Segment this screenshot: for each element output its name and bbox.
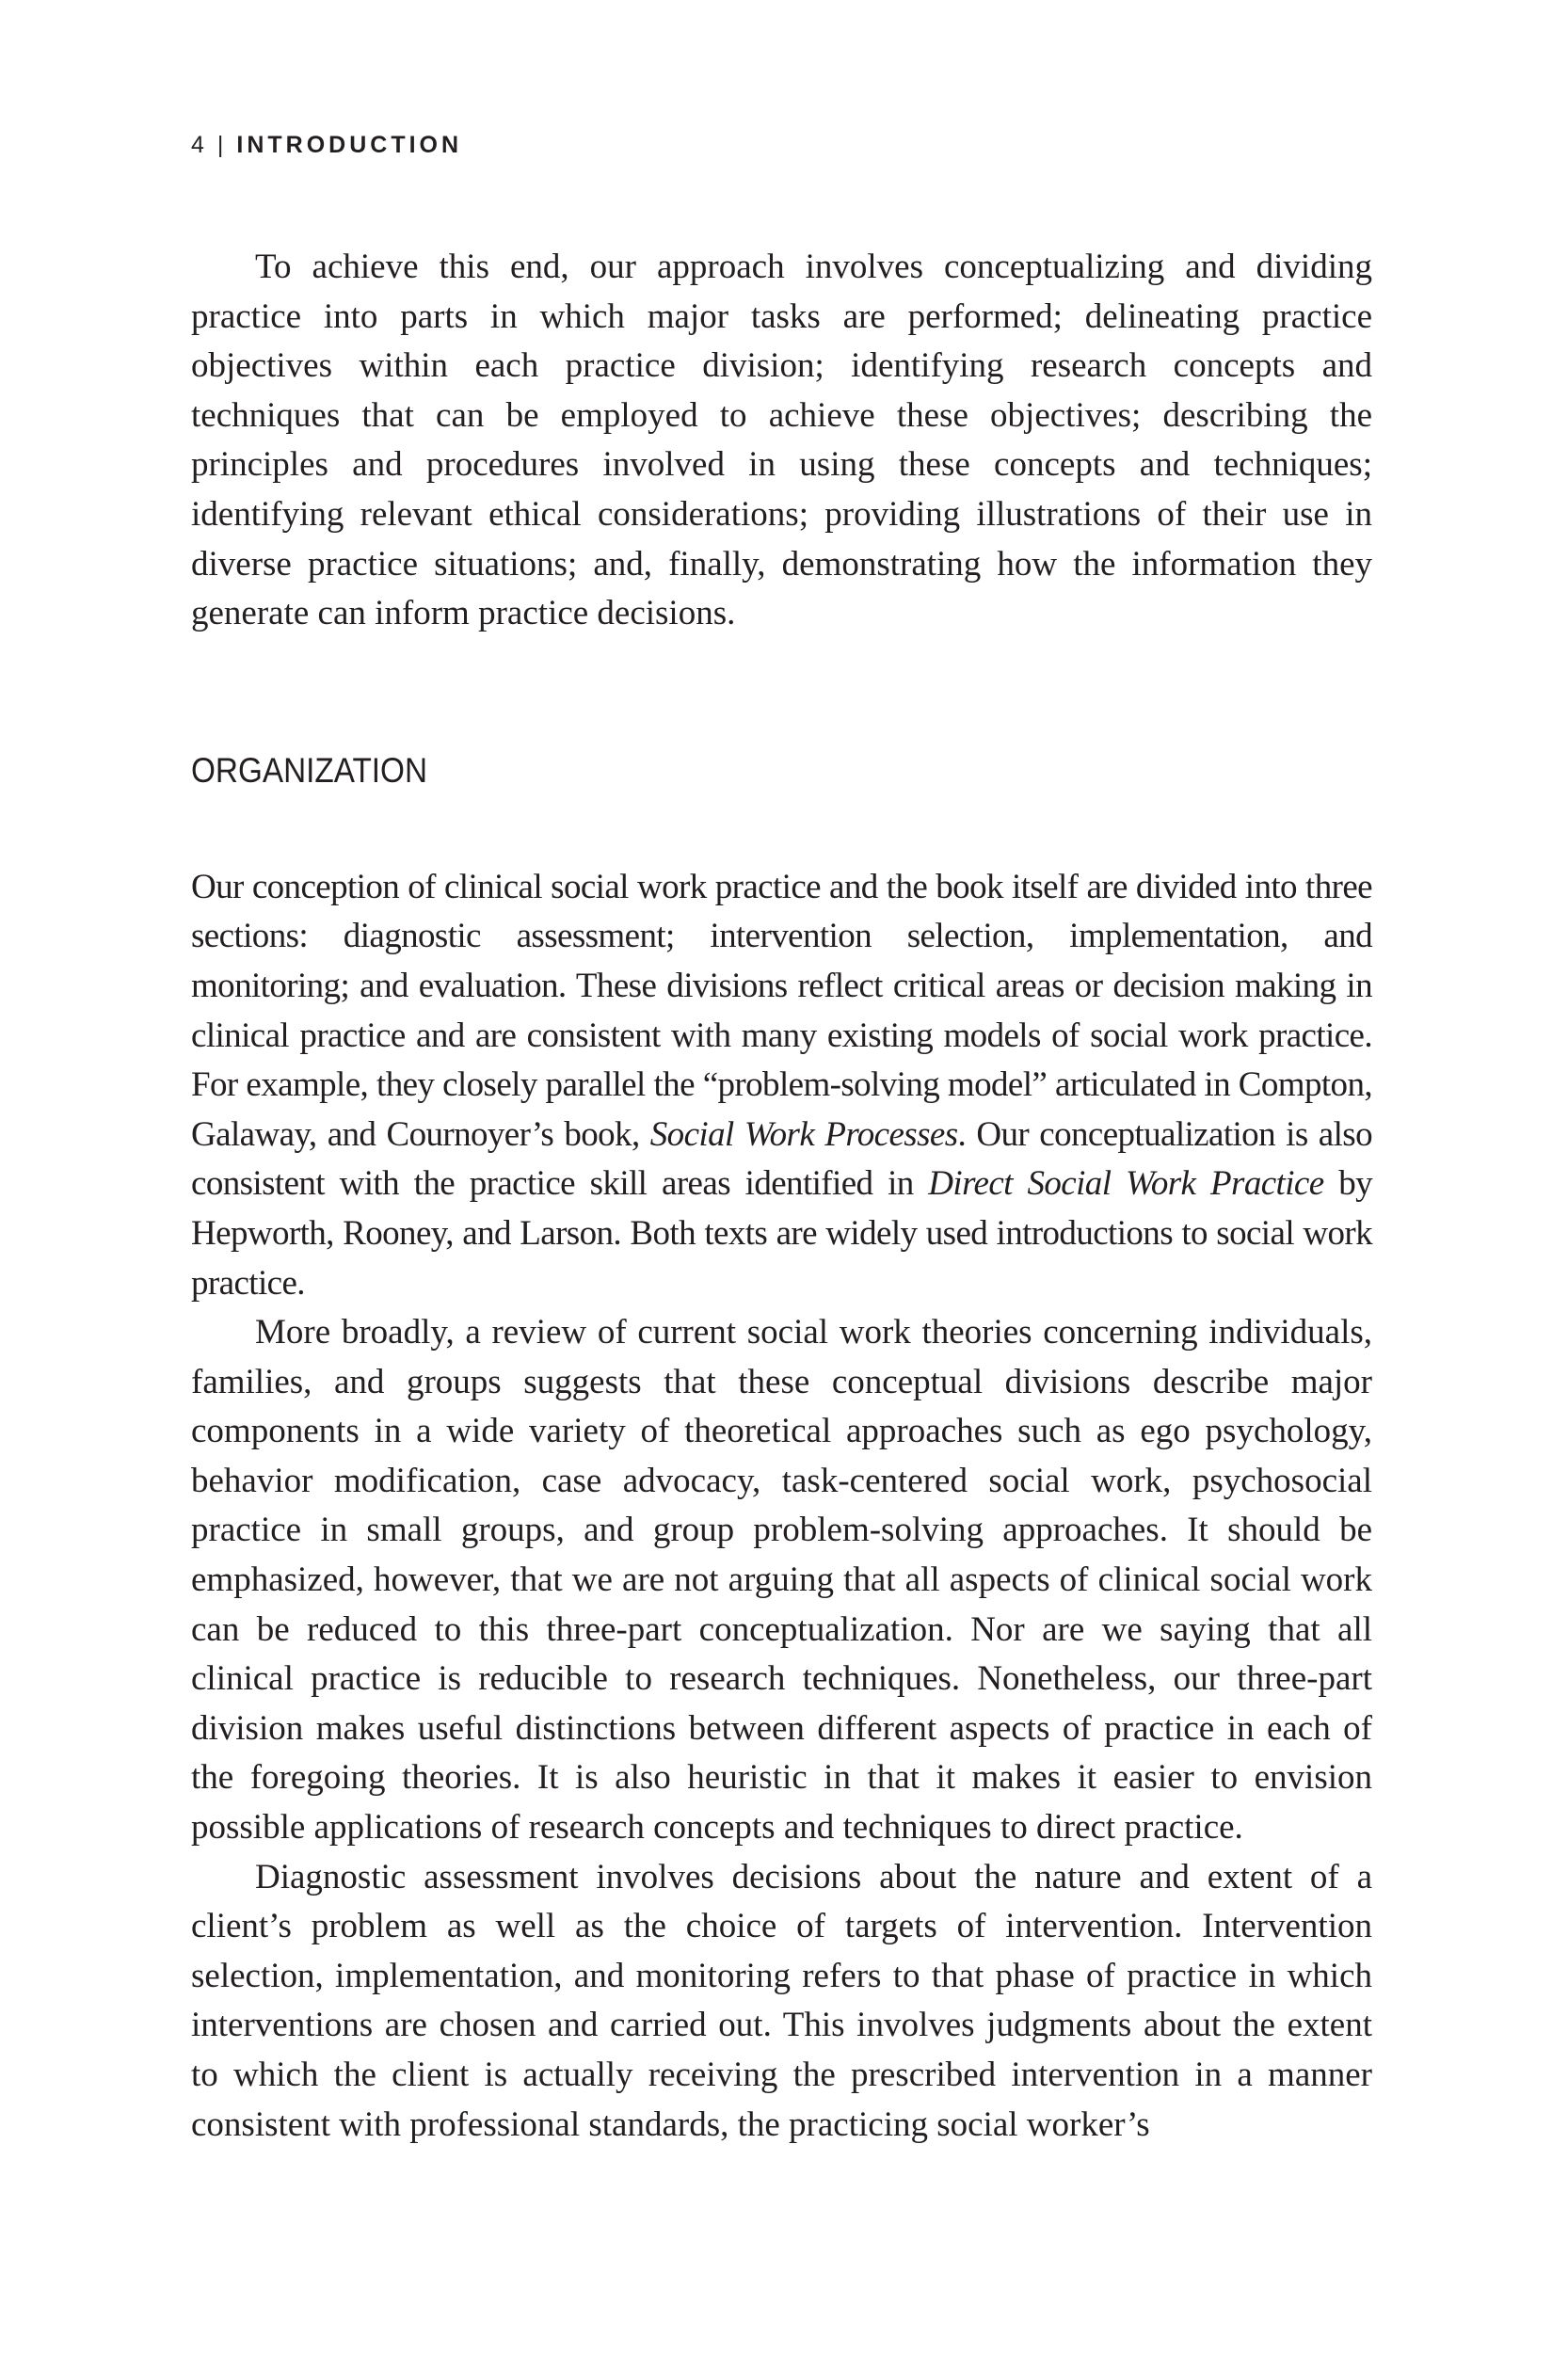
book-title-social-work-processes: Social Work Processes xyxy=(649,1114,958,1154)
page-number: 4 xyxy=(191,132,208,158)
organization-paragraph-2: More broadly, a review of current social work theories concerning individuals, families, and groups suggests that these conceptual divisions describe major components in a wide variety of theoretical approaches such as ego psychology, behavior modification, case advocacy, task-centered social work, psychosocial practice in small groups, and group problem-solving approaches. It should be emphasized, however, that we are not arguing that all aspects of clinical social work can be reduced to this three-part conceptualization. Nor are we saying that all clinical practice is reducible to research techniques. Nonetheless, our three-part division makes useful distinctions between different aspects of practice in each of the foregoing theories. It is also heuristic in that it makes it easier to envision possible applications of research concepts and techniques to direct practice. xyxy=(191,1313,1372,1848)
page-body xyxy=(191,243,1372,2150)
section-heading-organization: ORGANIZATION xyxy=(191,750,427,790)
intro-paragraph: To achieve this end, our approach involves conceptualizing and dividing practice into parts in which major tasks are performed; delineating practice objectives within each practice division; identifying research concepts and techniques that can be employed to achieve these objectives; describing the principles and procedures involved in using these concepts and techniques; identifying relevant ethical considerations; providing illustrations of their use in diverse practice situations; and, finally, demonstrating how the information they generate can inform practice decisions. xyxy=(191,248,1372,633)
paragraph-text: . Our conceptualization is also consistent with the practice skill areas identified in xyxy=(191,1114,1372,1204)
chapter-title: INTRODUCTION xyxy=(236,132,463,158)
book-title-direct-social-work-practice: Direct Social Work Practice xyxy=(928,1164,1324,1204)
organization-paragraph-3: Diagnostic assessment involves decisions about the nature and extent of a client’s problem as well as the choice of targets of intervention. Intervention selection, implementation, and monitoring refers to that phase of practice in which interventions are chosen and carried out. This involves judgments about the extent to which the client is actually receiving the prescribed intervention in a manner consistent with professional standards, the practicing social worker’s xyxy=(191,1857,1372,2144)
organization-paragraph-1 xyxy=(191,863,1372,1308)
running-head-separator: | xyxy=(216,132,228,158)
paragraph-text: by Hepworth, Rooney, and Larson. Both texts are widely used introductions to social work practice. xyxy=(191,1164,1372,1303)
running-head xyxy=(191,132,462,159)
paragraph-text: Our conception of clinical social work practice and the book itself are divided into three sections: diagnostic assessment; intervention selection, implementation, and monitoring; and evaluation. These divisions reflect critical areas or decision making in clinical practice and are consistent with many existing models of social work practice. For example, they closely parallel the “problem-solving model” articulated in Compton, Galaway, and Cournoyer’s book, xyxy=(191,867,1372,1154)
